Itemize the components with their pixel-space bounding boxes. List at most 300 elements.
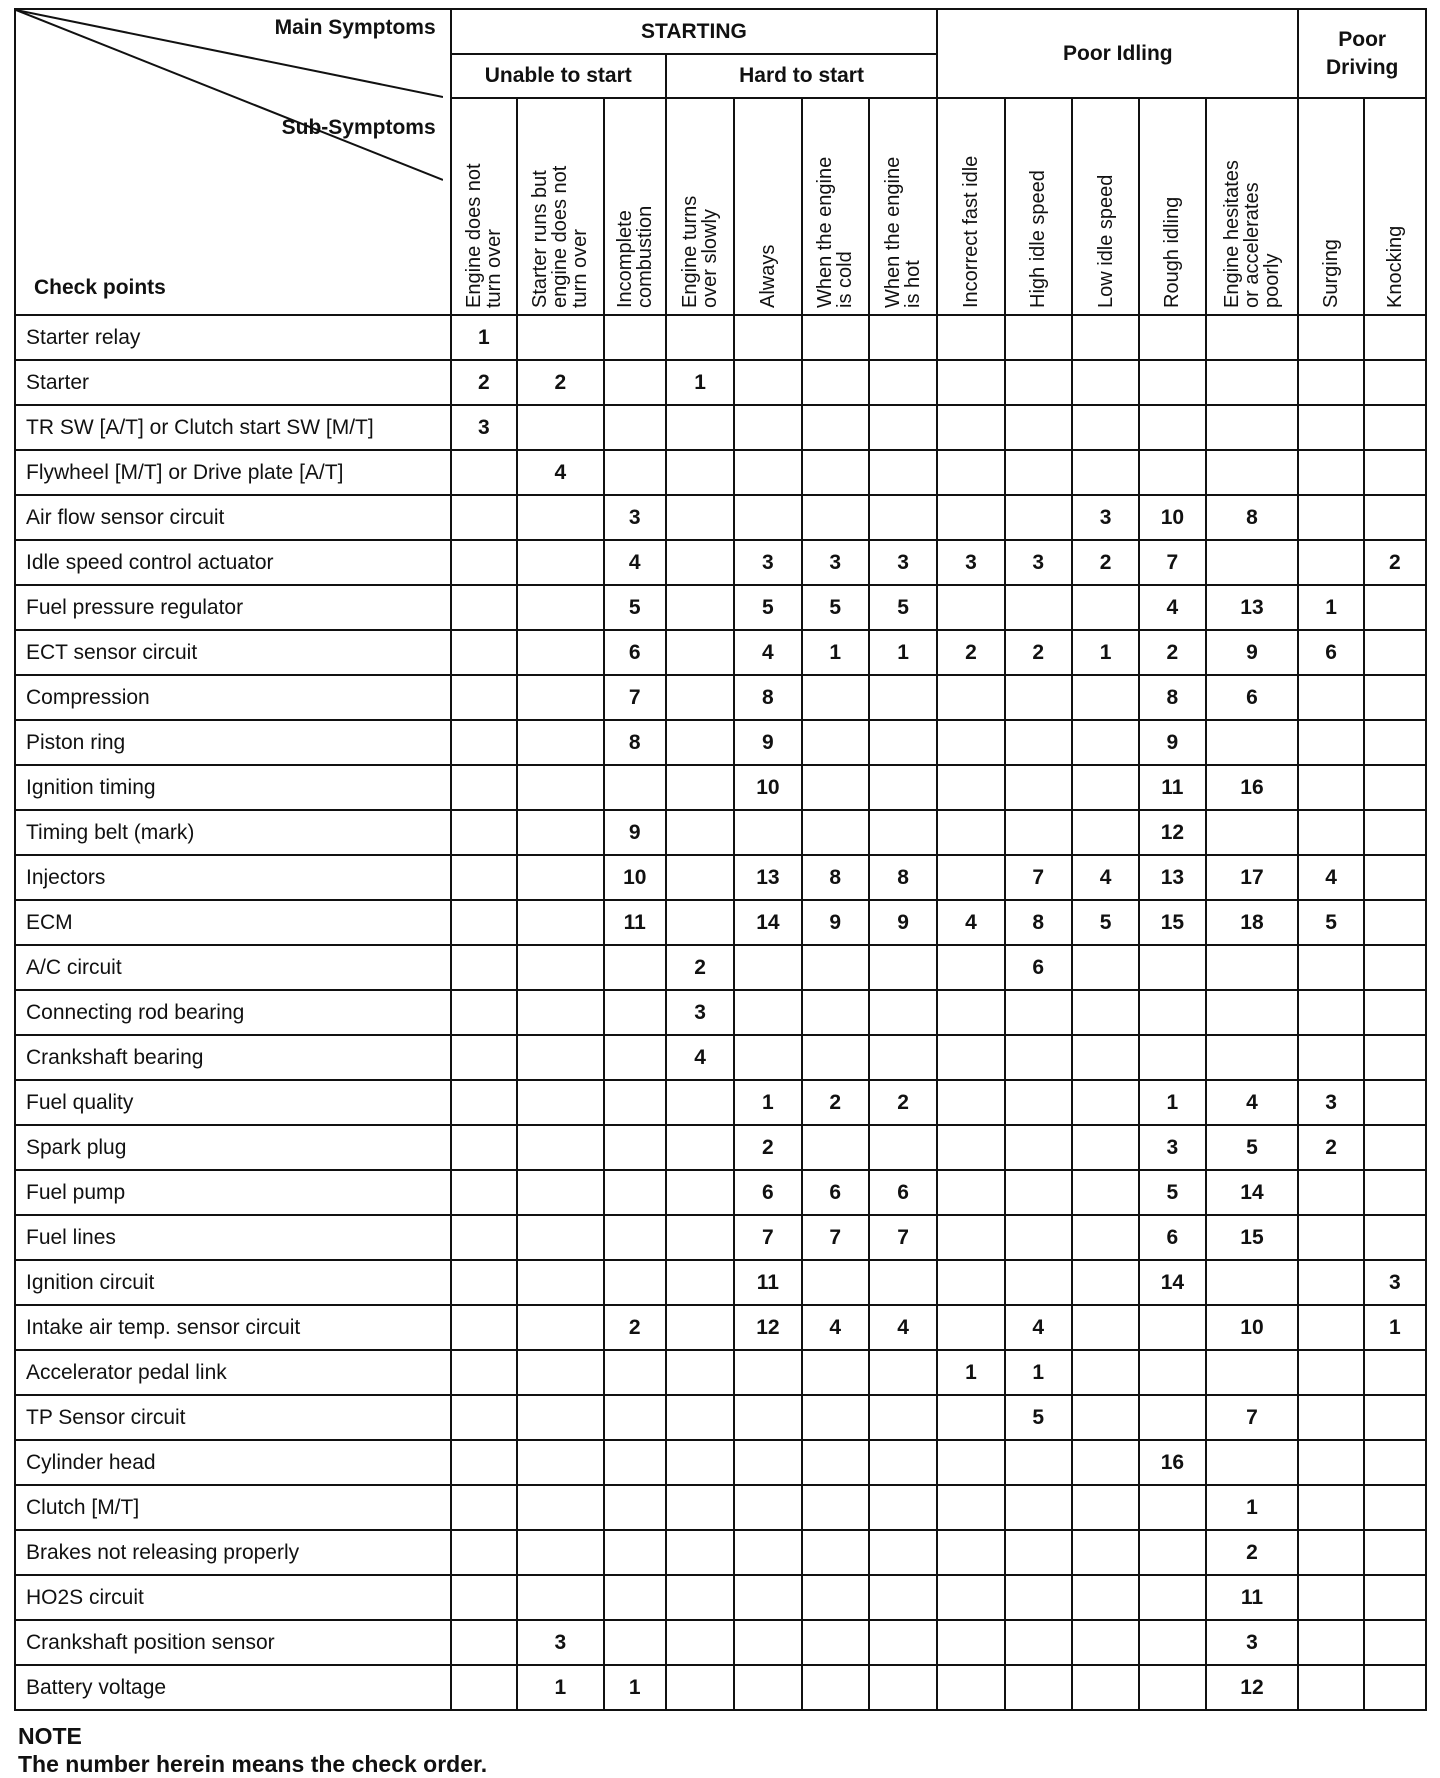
check-order-cell bbox=[1206, 360, 1299, 405]
check-order-cell: 11 bbox=[1139, 765, 1205, 810]
check-order-cell bbox=[666, 1440, 734, 1485]
check-order-cell: 2 bbox=[937, 630, 1004, 675]
check-order-cell bbox=[1206, 720, 1299, 765]
check-order-cell: 1 bbox=[1139, 1080, 1205, 1125]
check-order-cell bbox=[1364, 1125, 1426, 1170]
check-order-cell bbox=[1298, 1395, 1363, 1440]
check-order-cell bbox=[802, 765, 869, 810]
check-point-cell: Ignition circuit bbox=[15, 1260, 451, 1305]
main-group-poor-driving: Poor Driving bbox=[1298, 9, 1426, 98]
check-order-cell bbox=[666, 450, 734, 495]
check-order-cell bbox=[604, 360, 666, 405]
check-order-cell bbox=[1298, 360, 1363, 405]
check-order-cell bbox=[1298, 315, 1363, 360]
check-order-cell: 7 bbox=[734, 1215, 801, 1260]
check-order-cell bbox=[937, 1665, 1004, 1710]
check-order-cell bbox=[451, 1485, 517, 1530]
check-order-cell bbox=[1298, 1620, 1363, 1665]
check-order-cell bbox=[517, 765, 604, 810]
check-order-cell: 2 bbox=[1206, 1530, 1299, 1575]
check-order-cell bbox=[1364, 675, 1426, 720]
check-order-cell bbox=[604, 990, 666, 1035]
check-order-cell bbox=[1072, 1080, 1139, 1125]
check-order-cell: 1 bbox=[1072, 630, 1139, 675]
check-order-cell bbox=[451, 1125, 517, 1170]
check-order-cell bbox=[1072, 405, 1139, 450]
check-order-cell: 3 bbox=[1072, 495, 1139, 540]
check-order-cell: 12 bbox=[1139, 810, 1205, 855]
check-order-cell bbox=[666, 1395, 734, 1440]
check-order-cell: 5 bbox=[734, 585, 801, 630]
sub-group-unable-to-start: Unable to start bbox=[451, 54, 666, 98]
check-order-cell bbox=[1298, 675, 1363, 720]
check-order-cell bbox=[1005, 405, 1072, 450]
check-order-cell: 18 bbox=[1206, 900, 1299, 945]
check-order-cell bbox=[937, 1575, 1004, 1620]
check-order-cell bbox=[937, 945, 1004, 990]
check-order-cell bbox=[869, 675, 937, 720]
check-order-cell bbox=[517, 810, 604, 855]
check-order-cell: 10 bbox=[1206, 1305, 1299, 1350]
sub-symptom-label: Low idle speed bbox=[1094, 174, 1117, 308]
check-order-cell bbox=[666, 1350, 734, 1395]
check-order-cell bbox=[1139, 1395, 1205, 1440]
check-order-cell bbox=[604, 1485, 666, 1530]
check-order-cell bbox=[517, 1575, 604, 1620]
check-order-cell bbox=[1005, 675, 1072, 720]
check-order-cell: 9 bbox=[869, 900, 937, 945]
check-order-cell: 8 bbox=[869, 855, 937, 900]
check-order-cell bbox=[666, 405, 734, 450]
check-point-cell: Crankshaft position sensor bbox=[15, 1620, 451, 1665]
check-order-cell bbox=[451, 945, 517, 990]
check-order-cell bbox=[666, 1530, 734, 1575]
check-order-cell bbox=[802, 360, 869, 405]
check-order-cell bbox=[666, 900, 734, 945]
check-order-cell bbox=[1206, 945, 1299, 990]
check-order-cell: 2 bbox=[1139, 630, 1205, 675]
check-order-cell bbox=[1298, 810, 1363, 855]
check-order-cell bbox=[1072, 945, 1139, 990]
check-order-cell bbox=[1072, 360, 1139, 405]
check-order-cell bbox=[869, 945, 937, 990]
table-row bbox=[15, 1035, 1426, 1080]
check-order-cell bbox=[1364, 720, 1426, 765]
main-group-poor-idling: Poor Idling bbox=[937, 9, 1298, 98]
check-order-cell bbox=[1298, 540, 1363, 585]
check-order-cell bbox=[1005, 1575, 1072, 1620]
check-order-cell bbox=[666, 495, 734, 540]
check-order-cell bbox=[869, 1350, 937, 1395]
check-order-cell: 6 bbox=[802, 1170, 869, 1215]
check-order-cell bbox=[1072, 1125, 1139, 1170]
check-order-cell bbox=[1072, 1485, 1139, 1530]
check-order-cell: 4 bbox=[1298, 855, 1363, 900]
check-point-cell: Flywheel [M/T] or Drive plate [A/T] bbox=[15, 450, 451, 495]
check-order-cell bbox=[517, 630, 604, 675]
check-order-cell bbox=[1364, 360, 1426, 405]
check-order-cell bbox=[734, 1530, 801, 1575]
sub-symptom-label: Rough idling bbox=[1161, 196, 1184, 308]
check-order-cell: 1 bbox=[1005, 1350, 1072, 1395]
check-point-cell: Connecting rod bearing bbox=[15, 990, 451, 1035]
check-order-cell: 3 bbox=[1005, 540, 1072, 585]
check-order-cell bbox=[451, 1170, 517, 1215]
sub-symptoms-label: Sub-Symptoms bbox=[281, 116, 436, 139]
check-order-cell bbox=[1072, 765, 1139, 810]
check-order-cell: 9 bbox=[1206, 630, 1299, 675]
check-order-cell bbox=[869, 1260, 937, 1305]
check-order-cell: 6 bbox=[1298, 630, 1363, 675]
check-order-cell: 4 bbox=[517, 450, 604, 495]
check-order-cell: 2 bbox=[869, 1080, 937, 1125]
check-order-cell bbox=[734, 945, 801, 990]
table-row bbox=[15, 1665, 1426, 1710]
check-order-cell bbox=[1072, 1440, 1139, 1485]
check-order-cell: 8 bbox=[734, 675, 801, 720]
table-row bbox=[15, 1215, 1426, 1260]
check-order-cell bbox=[604, 1170, 666, 1215]
check-order-cell bbox=[1206, 990, 1299, 1035]
check-order-cell: 1 bbox=[451, 315, 517, 360]
check-order-cell: 5 bbox=[1139, 1170, 1205, 1215]
sub-symptom-header bbox=[1364, 98, 1426, 315]
check-order-cell bbox=[517, 1260, 604, 1305]
table-row bbox=[15, 765, 1426, 810]
check-order-cell bbox=[937, 1440, 1004, 1485]
check-order-cell: 1 bbox=[604, 1665, 666, 1710]
check-order-cell bbox=[451, 1440, 517, 1485]
check-order-cell: 6 bbox=[1139, 1215, 1205, 1260]
check-order-cell: 4 bbox=[937, 900, 1004, 945]
check-order-cell bbox=[451, 1395, 517, 1440]
check-order-cell bbox=[802, 720, 869, 765]
check-order-cell: 14 bbox=[1206, 1170, 1299, 1215]
check-order-cell bbox=[869, 1665, 937, 1710]
check-order-cell: 7 bbox=[802, 1215, 869, 1260]
table-row bbox=[15, 1170, 1426, 1215]
check-order-cell bbox=[451, 990, 517, 1035]
check-order-cell bbox=[666, 765, 734, 810]
check-order-cell: 6 bbox=[734, 1170, 801, 1215]
check-order-cell bbox=[1364, 1530, 1426, 1575]
table-row bbox=[15, 1125, 1426, 1170]
check-order-cell: 13 bbox=[734, 855, 801, 900]
check-order-cell bbox=[869, 405, 937, 450]
check-order-cell bbox=[1072, 990, 1139, 1035]
check-order-cell bbox=[1072, 1215, 1139, 1260]
sub-symptom-header bbox=[666, 98, 734, 315]
check-order-cell bbox=[517, 1305, 604, 1350]
check-point-cell: TP Sensor circuit bbox=[15, 1395, 451, 1440]
check-order-cell: 11 bbox=[734, 1260, 801, 1305]
check-order-cell bbox=[451, 1620, 517, 1665]
check-order-cell bbox=[1364, 1485, 1426, 1530]
check-order-cell bbox=[451, 450, 517, 495]
check-order-cell bbox=[666, 720, 734, 765]
check-order-cell bbox=[1072, 1395, 1139, 1440]
table-row bbox=[15, 1080, 1426, 1125]
check-order-cell bbox=[734, 1620, 801, 1665]
check-order-cell bbox=[1005, 315, 1072, 360]
table-row bbox=[15, 450, 1426, 495]
check-point-cell: Crankshaft bearing bbox=[15, 1035, 451, 1080]
check-order-cell bbox=[1206, 450, 1299, 495]
check-point-cell: Starter bbox=[15, 360, 451, 405]
check-order-cell bbox=[604, 405, 666, 450]
check-order-cell bbox=[869, 450, 937, 495]
check-order-cell bbox=[937, 1035, 1004, 1080]
check-order-cell: 10 bbox=[1139, 495, 1205, 540]
check-order-cell bbox=[1298, 450, 1363, 495]
check-point-cell: TR SW [A/T] or Clutch start SW [M/T] bbox=[15, 405, 451, 450]
check-order-cell: 11 bbox=[1206, 1575, 1299, 1620]
check-order-cell bbox=[1072, 1665, 1139, 1710]
check-order-cell bbox=[734, 360, 801, 405]
check-order-cell bbox=[802, 1485, 869, 1530]
check-order-cell bbox=[1072, 1260, 1139, 1305]
check-order-cell bbox=[604, 1125, 666, 1170]
check-order-cell: 2 bbox=[802, 1080, 869, 1125]
check-order-cell bbox=[451, 1305, 517, 1350]
check-order-cell: 8 bbox=[1139, 675, 1205, 720]
check-order-cell bbox=[1005, 765, 1072, 810]
check-order-cell bbox=[1364, 585, 1426, 630]
check-order-cell: 6 bbox=[604, 630, 666, 675]
table-row bbox=[15, 720, 1426, 765]
check-order-cell bbox=[734, 990, 801, 1035]
check-order-cell bbox=[937, 1305, 1004, 1350]
check-order-cell bbox=[1298, 990, 1363, 1035]
check-order-cell bbox=[937, 720, 1004, 765]
check-order-cell bbox=[451, 1215, 517, 1260]
check-order-cell bbox=[1072, 1575, 1139, 1620]
check-order-cell bbox=[604, 1035, 666, 1080]
check-order-cell: 1 bbox=[1206, 1485, 1299, 1530]
table-row bbox=[15, 1485, 1426, 1530]
check-order-cell bbox=[1364, 405, 1426, 450]
check-order-cell: 8 bbox=[1005, 900, 1072, 945]
check-order-cell bbox=[604, 1620, 666, 1665]
check-order-cell bbox=[802, 1530, 869, 1575]
check-order-cell bbox=[734, 1350, 801, 1395]
check-order-cell bbox=[1364, 855, 1426, 900]
check-order-cell bbox=[869, 990, 937, 1035]
check-point-cell: Timing belt (mark) bbox=[15, 810, 451, 855]
check-order-cell: 17 bbox=[1206, 855, 1299, 900]
check-order-cell bbox=[734, 810, 801, 855]
check-order-cell bbox=[1005, 720, 1072, 765]
check-order-cell bbox=[604, 1080, 666, 1125]
table-row bbox=[15, 810, 1426, 855]
check-order-cell bbox=[937, 585, 1004, 630]
check-order-cell bbox=[666, 1620, 734, 1665]
check-order-cell: 3 bbox=[451, 405, 517, 450]
check-order-cell bbox=[604, 1350, 666, 1395]
check-order-cell bbox=[1364, 495, 1426, 540]
check-order-cell bbox=[517, 990, 604, 1035]
check-order-cell bbox=[1364, 900, 1426, 945]
sub-symptom-header bbox=[451, 98, 517, 315]
table-row bbox=[15, 1395, 1426, 1440]
check-order-cell bbox=[802, 405, 869, 450]
sub-symptom-label: Engine does not turn over bbox=[462, 163, 505, 308]
check-order-cell bbox=[1364, 1395, 1426, 1440]
check-order-cell bbox=[1364, 1035, 1426, 1080]
check-order-cell bbox=[666, 810, 734, 855]
check-point-cell: Ignition timing bbox=[15, 765, 451, 810]
sub-symptom-label: Always bbox=[756, 244, 779, 308]
check-order-cell bbox=[666, 585, 734, 630]
check-order-cell bbox=[1139, 1620, 1205, 1665]
sub-symptom-label: Starter runs but engine does not turn over bbox=[529, 165, 592, 308]
check-order-cell bbox=[1364, 810, 1426, 855]
check-order-cell bbox=[1072, 450, 1139, 495]
check-order-cell bbox=[734, 1575, 801, 1620]
check-point-cell: ECM bbox=[15, 900, 451, 945]
check-order-cell bbox=[666, 675, 734, 720]
check-order-cell bbox=[517, 1530, 604, 1575]
check-order-cell: 1 bbox=[666, 360, 734, 405]
check-order-cell bbox=[666, 1170, 734, 1215]
check-order-cell bbox=[802, 1665, 869, 1710]
sub-symptom-header bbox=[1206, 98, 1299, 315]
table-row bbox=[15, 360, 1426, 405]
check-order-cell: 6 bbox=[1206, 675, 1299, 720]
check-order-cell bbox=[937, 1485, 1004, 1530]
check-order-cell bbox=[869, 1440, 937, 1485]
check-order-cell bbox=[1072, 1305, 1139, 1350]
check-point-cell: Clutch [M/T] bbox=[15, 1485, 451, 1530]
check-order-cell bbox=[1072, 1035, 1139, 1080]
check-order-cell bbox=[802, 450, 869, 495]
check-order-cell bbox=[1298, 765, 1363, 810]
check-point-cell: Fuel pump bbox=[15, 1170, 451, 1215]
table-body bbox=[15, 315, 1426, 1710]
check-order-cell bbox=[517, 1485, 604, 1530]
check-order-cell bbox=[1206, 540, 1299, 585]
table-row bbox=[15, 1620, 1426, 1665]
check-order-cell: 2 bbox=[604, 1305, 666, 1350]
check-order-cell bbox=[1072, 1620, 1139, 1665]
check-order-cell bbox=[666, 315, 734, 360]
check-order-cell: 1 bbox=[1364, 1305, 1426, 1350]
check-order-cell bbox=[1005, 810, 1072, 855]
check-order-cell bbox=[1005, 585, 1072, 630]
check-order-cell bbox=[517, 1080, 604, 1125]
check-order-cell bbox=[1005, 450, 1072, 495]
check-order-cell: 2 bbox=[734, 1125, 801, 1170]
table-row bbox=[15, 990, 1426, 1035]
check-order-cell bbox=[1005, 360, 1072, 405]
check-order-cell: 3 bbox=[666, 990, 734, 1035]
check-order-cell: 7 bbox=[604, 675, 666, 720]
check-order-cell bbox=[604, 1260, 666, 1305]
check-order-cell bbox=[451, 1260, 517, 1305]
check-order-cell bbox=[1139, 945, 1205, 990]
check-order-cell: 3 bbox=[517, 1620, 604, 1665]
check-order-cell bbox=[517, 405, 604, 450]
check-order-cell: 8 bbox=[802, 855, 869, 900]
check-order-cell bbox=[1298, 1665, 1363, 1710]
check-order-cell: 9 bbox=[802, 900, 869, 945]
check-point-cell: Injectors bbox=[15, 855, 451, 900]
main-symptoms-label: Main Symptoms bbox=[274, 16, 436, 39]
check-order-cell: 2 bbox=[1005, 630, 1072, 675]
check-order-cell bbox=[802, 1575, 869, 1620]
check-order-cell bbox=[869, 495, 937, 540]
check-order-cell bbox=[517, 1395, 604, 1440]
check-order-cell bbox=[1298, 405, 1363, 450]
check-order-cell: 16 bbox=[1139, 1440, 1205, 1485]
check-order-cell bbox=[869, 360, 937, 405]
header-corner bbox=[15, 9, 451, 315]
table-row bbox=[15, 1530, 1426, 1575]
check-order-cell bbox=[1364, 990, 1426, 1035]
check-order-cell bbox=[451, 1665, 517, 1710]
check-order-cell: 3 bbox=[802, 540, 869, 585]
check-order-cell: 4 bbox=[869, 1305, 937, 1350]
check-order-cell bbox=[1005, 990, 1072, 1035]
check-order-cell bbox=[451, 1575, 517, 1620]
sub-symptom-header bbox=[1298, 98, 1363, 315]
check-order-cell bbox=[517, 720, 604, 765]
check-order-cell bbox=[1072, 810, 1139, 855]
check-order-cell bbox=[802, 315, 869, 360]
check-order-cell bbox=[1072, 315, 1139, 360]
check-order-cell bbox=[1005, 1170, 1072, 1215]
check-order-cell bbox=[666, 630, 734, 675]
check-order-cell bbox=[937, 1620, 1004, 1665]
check-order-cell bbox=[1206, 1350, 1299, 1395]
check-order-cell bbox=[1005, 1080, 1072, 1125]
check-order-cell bbox=[666, 1215, 734, 1260]
check-point-cell: ECT sensor circuit bbox=[15, 630, 451, 675]
check-order-cell bbox=[1298, 1530, 1363, 1575]
check-order-cell bbox=[1206, 1035, 1299, 1080]
check-order-cell: 2 bbox=[517, 360, 604, 405]
check-order-cell: 2 bbox=[666, 945, 734, 990]
check-order-cell: 4 bbox=[802, 1305, 869, 1350]
check-order-cell bbox=[1139, 1350, 1205, 1395]
table-row bbox=[15, 900, 1426, 945]
check-order-cell bbox=[451, 900, 517, 945]
check-order-cell bbox=[802, 1035, 869, 1080]
sub-symptom-label: Incorrect fast idle bbox=[959, 155, 982, 308]
check-order-cell bbox=[517, 1125, 604, 1170]
check-order-cell bbox=[1364, 1665, 1426, 1710]
check-order-cell: 1 bbox=[937, 1350, 1004, 1395]
check-point-cell: Intake air temp. sensor circuit bbox=[15, 1305, 451, 1350]
check-order-cell: 2 bbox=[1072, 540, 1139, 585]
check-order-cell bbox=[802, 810, 869, 855]
check-order-cell: 7 bbox=[1005, 855, 1072, 900]
check-order-cell: 9 bbox=[1139, 720, 1205, 765]
check-order-cell bbox=[517, 945, 604, 990]
check-point-cell: HO2S circuit bbox=[15, 1575, 451, 1620]
check-order-cell bbox=[666, 540, 734, 585]
check-point-cell: Air flow sensor circuit bbox=[15, 495, 451, 540]
check-order-cell bbox=[937, 360, 1004, 405]
check-order-cell bbox=[1298, 720, 1363, 765]
check-order-cell bbox=[734, 1395, 801, 1440]
check-order-cell bbox=[1005, 1260, 1072, 1305]
table-row bbox=[15, 675, 1426, 720]
sub-symptom-label: Incomplete combustion bbox=[613, 205, 656, 308]
check-order-cell: 3 bbox=[937, 540, 1004, 585]
check-order-cell bbox=[1072, 1530, 1139, 1575]
check-order-cell bbox=[451, 1530, 517, 1575]
